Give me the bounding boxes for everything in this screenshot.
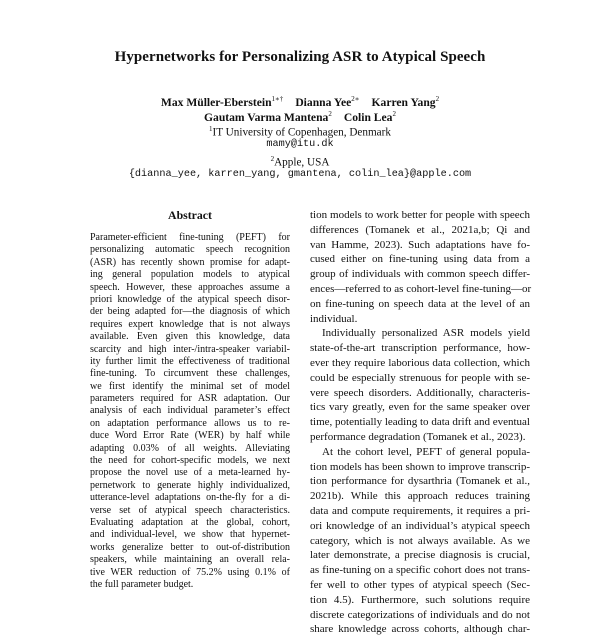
text-line: duce Word Error Rate (WER) by half while — [90, 430, 290, 442]
text-line: propose the novel use of a meta-learned hy- — [90, 467, 290, 479]
text-line: ori knowledge of an individual’s atypical speech — [310, 519, 530, 532]
abstract-heading: Abstract — [168, 208, 212, 222]
text-line: share knowledge across cohorts, although char- — [310, 623, 530, 636]
text-line: speakers, while maintaining an overall rela- — [90, 554, 290, 566]
text-line: ever they require laborious data collection, which — [310, 356, 530, 369]
text-line: later demonstrate, a precise diagnosis is crucial, — [310, 549, 530, 562]
text-line: van Hamme, 2023). Such adaptations have fo- — [310, 238, 530, 251]
author-name-text: Dianna Yee — [295, 95, 352, 109]
author-name-text: Colin Lea — [343, 110, 393, 124]
text-line: and individual-level, we show that hypernet- — [90, 529, 290, 541]
text-line: tics vary greatly, even for the same speaker over — [310, 401, 530, 414]
text-line: vere speech disorders. Additionally, characteris- — [310, 386, 530, 399]
intro-body-text — [310, 208, 530, 637]
text-line: differences (Tomanek et al., 2021a,b; Qi and — [310, 223, 530, 236]
text-line: ity further limit the effectiveness of traditional — [90, 355, 290, 367]
text-line: ences—referred to as cohort-level fine-tuning—or — [310, 282, 532, 295]
text-line: Individually personalized ASR models yield — [322, 327, 530, 340]
email-1: mamy@itu.dk — [266, 139, 334, 150]
text-line: tion models has been shown to improve transcrip- — [310, 460, 530, 473]
text-line: analysis of each individual parameter’s effect — [90, 405, 290, 417]
text-line: Parameter-efficient fine-tuning (PEFT) for — [90, 232, 290, 243]
text-line: adapting 0.03% of all weights. Alleviating — [90, 442, 290, 454]
paper-title: Hypernetworks for Personalizing ASR to Atypical Speech — [114, 49, 486, 65]
text-line: the full parameter budget. — [90, 578, 194, 590]
text-line: group of individuals with common speech differ- — [310, 268, 530, 281]
text-line: works generalize better to out-of-distribution — [90, 541, 290, 553]
text-line: tion models to work better for people with speech — [310, 209, 530, 221]
text-line: utterance-level adaptations on-the-fly for a di- — [90, 492, 290, 504]
text-line: ing general population models to atypical — [90, 269, 290, 281]
author-line-2 — [0, 107, 600, 122]
text-line: At the cohort level, PEFT of general popula- — [322, 445, 530, 458]
affiliation-1-text: IT University of Copenhagen, Denmark — [212, 126, 391, 139]
text-line: on adaptation performance allows us to re- — [90, 417, 290, 429]
author-line-1 — [0, 92, 600, 107]
text-line: category, which is not always available. As we — [310, 534, 530, 547]
text-line: time, potentially leading to data drift and eventual — [310, 416, 530, 429]
text-line: cused either on fine-tuning using data from a — [310, 253, 530, 266]
text-line: parameters required for ASR adaptation. Our — [90, 393, 290, 405]
author-name-text: Max Müller-Eberstein — [160, 95, 272, 109]
text-line: der being adapted for—the diagnosis of which — [90, 306, 290, 318]
text-line: fer well to other types of atypical speech (Sec- — [310, 578, 530, 591]
text-line: on fine-tuning on speech data at the level of an — [310, 297, 530, 310]
author-name-text: Karren Yang — [371, 95, 436, 109]
abstract-text — [90, 232, 290, 591]
text-line: priori knowledge of the atypical speech disor- — [90, 293, 290, 305]
text-line: tion 4.5). Furthermore, such solutions require — [310, 593, 530, 606]
text-line: speech. However, these approaches assume a — [90, 281, 290, 293]
affiliation-2-text: Apple, USA — [274, 156, 330, 169]
affiliation-1 — [0, 122, 600, 137]
text-line: performance degradation (Tomanek et al., 2023). — [310, 430, 526, 443]
text-line: requires expert knowledge that is not always — [90, 318, 290, 330]
text-line: tion performance for dysarthria (Tomanek et al., — [310, 475, 530, 488]
text-line: (ASR) has recently shown promise for adapt- — [90, 256, 290, 268]
text-line: fine-tuning. To circumvent these challenges, — [90, 368, 290, 380]
text-line: data and compute requirements, it requires a pri- — [310, 504, 530, 517]
text-line: available. Even given this knowledge, data — [90, 331, 290, 343]
author-name-text: Gautam Varma Mantena — [204, 110, 329, 124]
text-line: could be especially strenuous for people with se- — [310, 371, 530, 384]
text-line: individual. — [310, 312, 358, 325]
text-line: scarcity and high inter-/intra-speaker variabil- — [90, 343, 290, 355]
text-line: 2021b). While this approach reduces training — [310, 490, 530, 503]
affiliation-2-marker: 2 — [270, 155, 275, 163]
affiliation-1-marker: 1 — [209, 125, 213, 133]
text-line: we first identify the minimal set of model — [90, 380, 290, 392]
author-block — [0, 92, 600, 182]
affiliation-2 — [0, 152, 600, 167]
text-line: as fine-tuning on a specific cohort does not trans- — [310, 564, 530, 577]
text-line: state-of-the-art transcription performance, how- — [310, 342, 530, 355]
text-line: pernetwork to generate highly individualized, — [90, 479, 290, 491]
author-affiliation-marker: 2∗ — [351, 95, 360, 103]
text-line: Evaluating adaptation at the global, cohort, — [90, 516, 290, 528]
text-line: tive WER reduction of 75.2% using 0.1% of — [90, 566, 290, 578]
text-line: personalizing automatic speech recognition — [90, 244, 290, 256]
text-line: verse set of atypical speech characteristics. — [90, 504, 290, 516]
text-line: discrete categorizations of individuals and do not — [310, 608, 530, 621]
author-affiliation-marker: 1∗† — [271, 95, 284, 103]
author-affiliation-marker: 2 — [328, 110, 332, 118]
author-affiliation-marker: 2 — [392, 110, 396, 118]
email-2: {dianna_yee, karren_yang, gmantena, colin_lea}@apple.com — [128, 169, 472, 180]
text-line: the need for cohort-specific models, we next — [90, 455, 290, 467]
author-affiliation-marker: 2 — [435, 95, 440, 103]
